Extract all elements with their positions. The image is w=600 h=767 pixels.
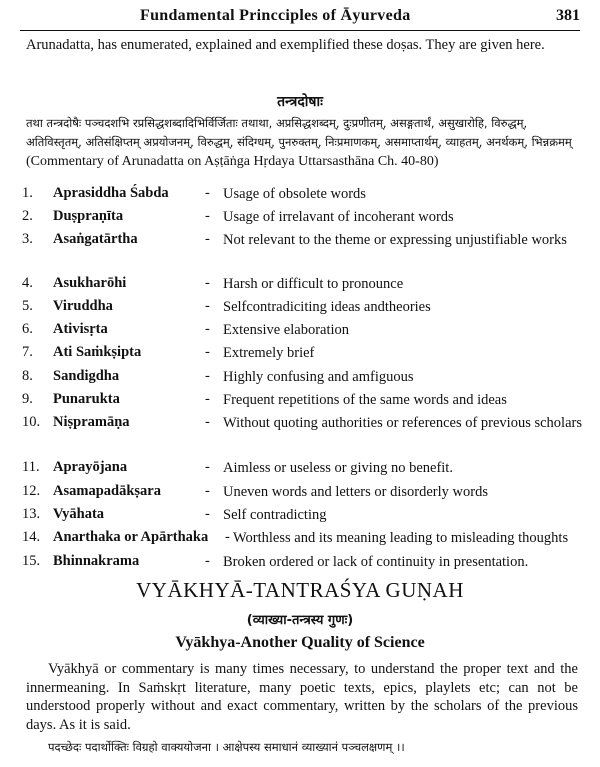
item-term: Anarthaka or Apārthaka xyxy=(53,529,209,545)
item-description: Frequent repetitions of the same words and ideas xyxy=(223,392,507,408)
item-number: 13. xyxy=(22,506,41,522)
item-dash: - xyxy=(205,459,210,475)
item-dash: - xyxy=(205,321,210,337)
item-dash: - xyxy=(205,208,210,224)
item-description: Worthless and its meaning leading to misleading thoughts xyxy=(233,530,569,546)
item-dash: - xyxy=(205,506,210,522)
item-number: 5. xyxy=(22,298,33,314)
item-description: Not relevant to the theme or expressing unjustifiable works xyxy=(223,232,567,248)
item-term: Aprasiddha Śabda xyxy=(53,185,169,201)
item-term: Viruddha xyxy=(53,298,113,314)
item-dash: - xyxy=(205,414,210,430)
item-number: 2. xyxy=(22,208,33,224)
page-number: 381 xyxy=(556,7,580,24)
item-term: Vyāhata xyxy=(53,506,105,522)
item-dash: - xyxy=(205,368,210,384)
item-description: Without quoting authorities or references of previous scholars xyxy=(223,415,582,431)
item-dash: - xyxy=(225,529,230,545)
page-header xyxy=(20,6,580,31)
item-term: Ativisṛta xyxy=(53,321,108,337)
sanskrit-verse: पदच्छेदः पदार्थोक्तिः विग्रहो वाक्ययोजना । आक्षेपस्य समाधानं व्याख्यानं पञ्चलक्षणम् ।। xyxy=(48,740,405,754)
body-paragraph-container xyxy=(26,660,578,734)
item-term: Ati Saṁkṣipta xyxy=(53,344,142,360)
item-dash: - xyxy=(205,275,210,291)
running-title: Fundamental Princciples of Āyurveda xyxy=(140,7,411,24)
quote-devanagari: तथा तन्त्रदोषैः पञ्चदशभि रप्रसिद्धशब्दादिभिर्विर्जिताः तथाथा, अप्रसिद्धशब्दम्, दुःप्रणीतम्, असङ्गतार्थं, असुखारोहि, विरुद्धम्, अतिविस्तृतम्, अतिसंक्षिप्तम् अप्रयोजनम्, विरुद्धम्, संदिग्धम्, पुनरुक्तम्, निःप्रमाणकम्, असमाप्तार्थम्, व्याहतम्, अनर्थकम्, भिन्नक्रमम् xyxy=(26,116,572,149)
item-term: Asaṅgatārtha xyxy=(53,231,138,247)
item-term: Duṣpraṇīta xyxy=(53,208,124,224)
item-dash: - xyxy=(205,483,210,499)
body-paragraph: Vyākhyā or commentary is many times necessary, to understand the proper text and the innermeaning. In Saṁskṛt literature, many poetic texts, epics, playlets etc; can not be understood properly without and exact commentary, written by the scholars of the previous days. As it is said. xyxy=(26,661,578,733)
item-description: Highly confusing and amfiguous xyxy=(223,369,414,385)
item-term: Asamapadākṣara xyxy=(53,483,161,499)
intro-paragraph: Arunadatta, has enumerated, explained and exemplified these doṣas. They are given here. xyxy=(26,37,545,53)
item-description: Usage of obsolete words xyxy=(223,186,366,202)
item-number: 6. xyxy=(22,321,33,337)
item-description: Harsh or difficult to pronounce xyxy=(223,276,404,292)
item-number: 8. xyxy=(22,368,33,384)
item-number: 9. xyxy=(22,391,33,407)
item-number: 11. xyxy=(22,459,40,475)
section-devanagari: (व्याख्या-तन्त्रस्य गुणः) xyxy=(246,613,354,628)
item-dash: - xyxy=(205,298,210,314)
item-description: Selfcontradiciting ideas andtheories xyxy=(223,299,431,315)
item-number: 1. xyxy=(22,185,33,201)
item-description: Aimless or useless or giving no benefit. xyxy=(223,460,453,476)
item-number: 10. xyxy=(22,414,41,430)
section-title: VYĀKHYĀ-TANTRAŚYA GUṆAH xyxy=(136,578,464,602)
item-dash: - xyxy=(205,231,210,247)
item-dash: - xyxy=(205,553,210,569)
sanskrit-quote xyxy=(26,114,580,171)
item-dash: - xyxy=(205,344,210,360)
item-number: 3. xyxy=(22,231,33,247)
item-number: 7. xyxy=(22,344,33,360)
item-term: Niṣpramāṇa xyxy=(53,414,130,430)
item-description: Extensive elaboration xyxy=(223,322,350,338)
item-term: Aprayōjana xyxy=(53,459,128,475)
item-dash: - xyxy=(205,185,210,201)
item-number: 12. xyxy=(22,483,41,499)
item-number: 4. xyxy=(22,275,33,291)
item-number: 15. xyxy=(22,553,41,569)
section-subtitle: Vyākhya-Another Quality of Science xyxy=(175,634,425,651)
item-term: Asukharōhi xyxy=(53,275,127,291)
item-number: 14. xyxy=(22,529,41,545)
item-description: Broken ordered or lack of continuity in presentation. xyxy=(223,554,529,570)
quote-citation: (Commentary of Arunadatta on Aṣṭāṅga Hṛdaya Uttarsasthāna Ch. 40-80) xyxy=(26,154,439,169)
item-term: Sandigdha xyxy=(53,368,120,384)
item-description: Extremely brief xyxy=(223,345,315,361)
item-description: Self contradicting xyxy=(223,507,327,523)
item-term: Punarukta xyxy=(53,391,120,407)
item-description: Usage of irrelavant of incoherant words xyxy=(223,209,454,225)
item-term: Bhinnakrama xyxy=(53,553,140,569)
item-dash: - xyxy=(205,391,210,407)
item-description: Uneven words and letters or disorderly words xyxy=(223,484,488,500)
devanagari-heading: तन्त्रदोषाः xyxy=(277,94,323,110)
